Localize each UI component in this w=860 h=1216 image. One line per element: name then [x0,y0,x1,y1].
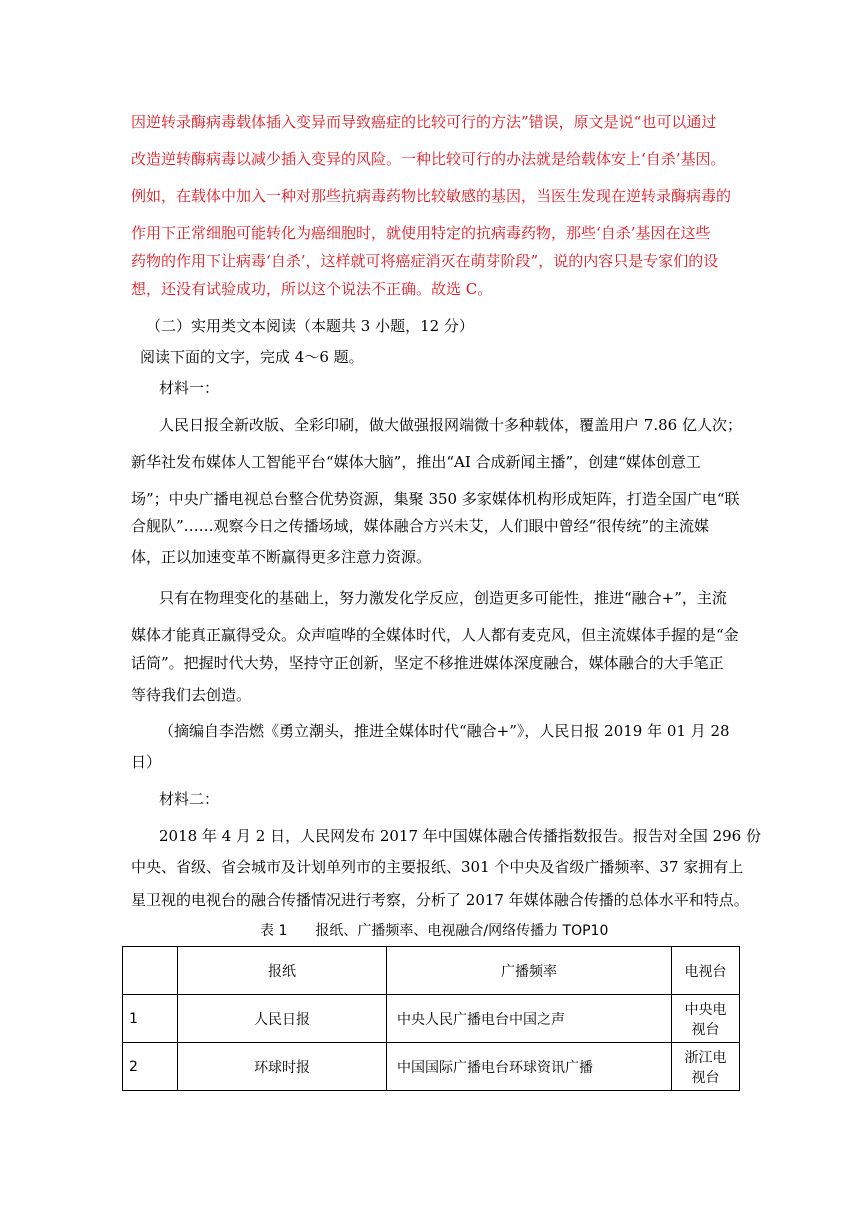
explanation-line-1: 因逆转录酶病毒载体插入变异而导致癌症的比较可行的方法”错误，原文是说“也可以通过 [131,113,717,131]
section-heading: （二）实用类文本阅读（本题共 3 小题，12 分） [146,317,474,335]
material1-source-line-1: （摘编自李浩燃《勇立潮头，推进全媒体时代“融合+”》，人民日报 2019 年 01 月 28 [159,722,730,740]
table-cell: 人民日报 [178,995,387,1043]
table-header-cell: 广播频率 [387,947,672,995]
material1-para1-line-1: 人民日报全新改版、全彩印刷，做大做强报网端微十多种载体，覆盖用户 7.86 亿人次； [159,416,742,434]
table-header-cell [123,947,178,995]
material1-para1-line-2: 新华社发布媒体人工智能平台“媒体大脑”，推出“AI 合成新闻主播”，创建“媒体创意工 [131,453,701,471]
material1-para2-line-1: 只有在物理变化的基础上，努力激发化学反应，创造更多可能性，推进“融合+”，主流 [159,589,727,607]
table-cell: 1 [123,995,178,1043]
table-header-row [123,947,740,995]
material1-source-line-2: 日） [131,753,162,771]
material2-label: 材料二： [159,790,220,808]
instruction: 阅读下面的文字，完成 4～6 题。 [140,348,364,366]
explanation-line-4: 作用下正常细胞可能转化为癌细胞时，就使用特定的抗病毒药物，那些‘自杀’基因在这些 [131,224,711,242]
table-cell: 中央电视台 [672,995,740,1043]
material2-para1-line-3: 星卫视的电视台的融合传播情况进行考察，分析了 2017 年媒体融合传播的总体水平和特点。 [131,891,749,909]
material2-para1-line-1: 2018 年 4 月 2 日，人民网发布 2017 年中国媒体融合传播指数报告。报告对全国 296 份 [159,827,761,845]
media-table [122,946,740,1091]
material1-para1-line-5: 体，正以加速变革不断赢得更多注意力资源。 [131,548,432,566]
table-cell: 2 [123,1043,178,1091]
table-cell: 中国国际广播电台环球资讯广播 [387,1043,672,1091]
explanation-line-2: 改造逆转酶病毒以减少插入变异的风险。一种比较可行的办法就是给载体安上‘自杀’基因。 [131,150,726,168]
material1-label: 材料一： [159,379,220,397]
material1-para2-line-2: 媒体才能真正赢得受众。众声喧哗的全媒体时代，人人都有麦克风，但主流媒体手握的是“金 [131,626,739,644]
table-header-cell: 电视台 [672,947,740,995]
table-row [123,995,740,1043]
material1-para2-line-4: 等待我们去创造。 [131,686,252,704]
material1-para1-line-4: 合舰队”……观察今日之传播场域，媒体融合方兴未艾，人们眼中曾经“很传统”的主流媒 [131,517,710,535]
table-cell: 浙江电视台 [672,1043,740,1091]
table-cell: 中央人民广播电台中国之声 [387,995,672,1043]
table-caption: 表 1 报纸、广播频率、电视融合/网络传播力 TOP10 [260,923,609,939]
table-header-cell: 报纸 [178,947,387,995]
table-cell: 环球时报 [178,1043,387,1091]
material2-para1-line-2: 中央、省级、省会城市及计划单列市的主要报纸、301 个中央及省级广播频率、37 家拥有上 [131,858,744,876]
explanation-line-6: 想，还没有试验成功，所以这个说法不正确。故选 C。 [131,280,493,298]
material1-para2-line-3: 话筒”。把握时代大势，坚持守正创新，坚定不移推进媒体深度融合，媒体融合的大手笔正 [131,654,724,672]
explanation-line-3: 例如，在载体中加入一种对那些抗病毒药物比较敏感的基因，当医生发现在逆转录酶病毒的 [131,187,732,205]
table-row [123,1043,740,1091]
material1-para1-line-3: 场”；中央广播电视总台整合优势资源，集聚 350 多家媒体机构形成矩阵，打造全国广电“联 [131,490,740,508]
explanation-line-5: 药物的作用下让病毒‘自杀’，这样就可将癌症消灭在萌芽阶段”，说的内容只是专家们的设 [131,252,719,270]
